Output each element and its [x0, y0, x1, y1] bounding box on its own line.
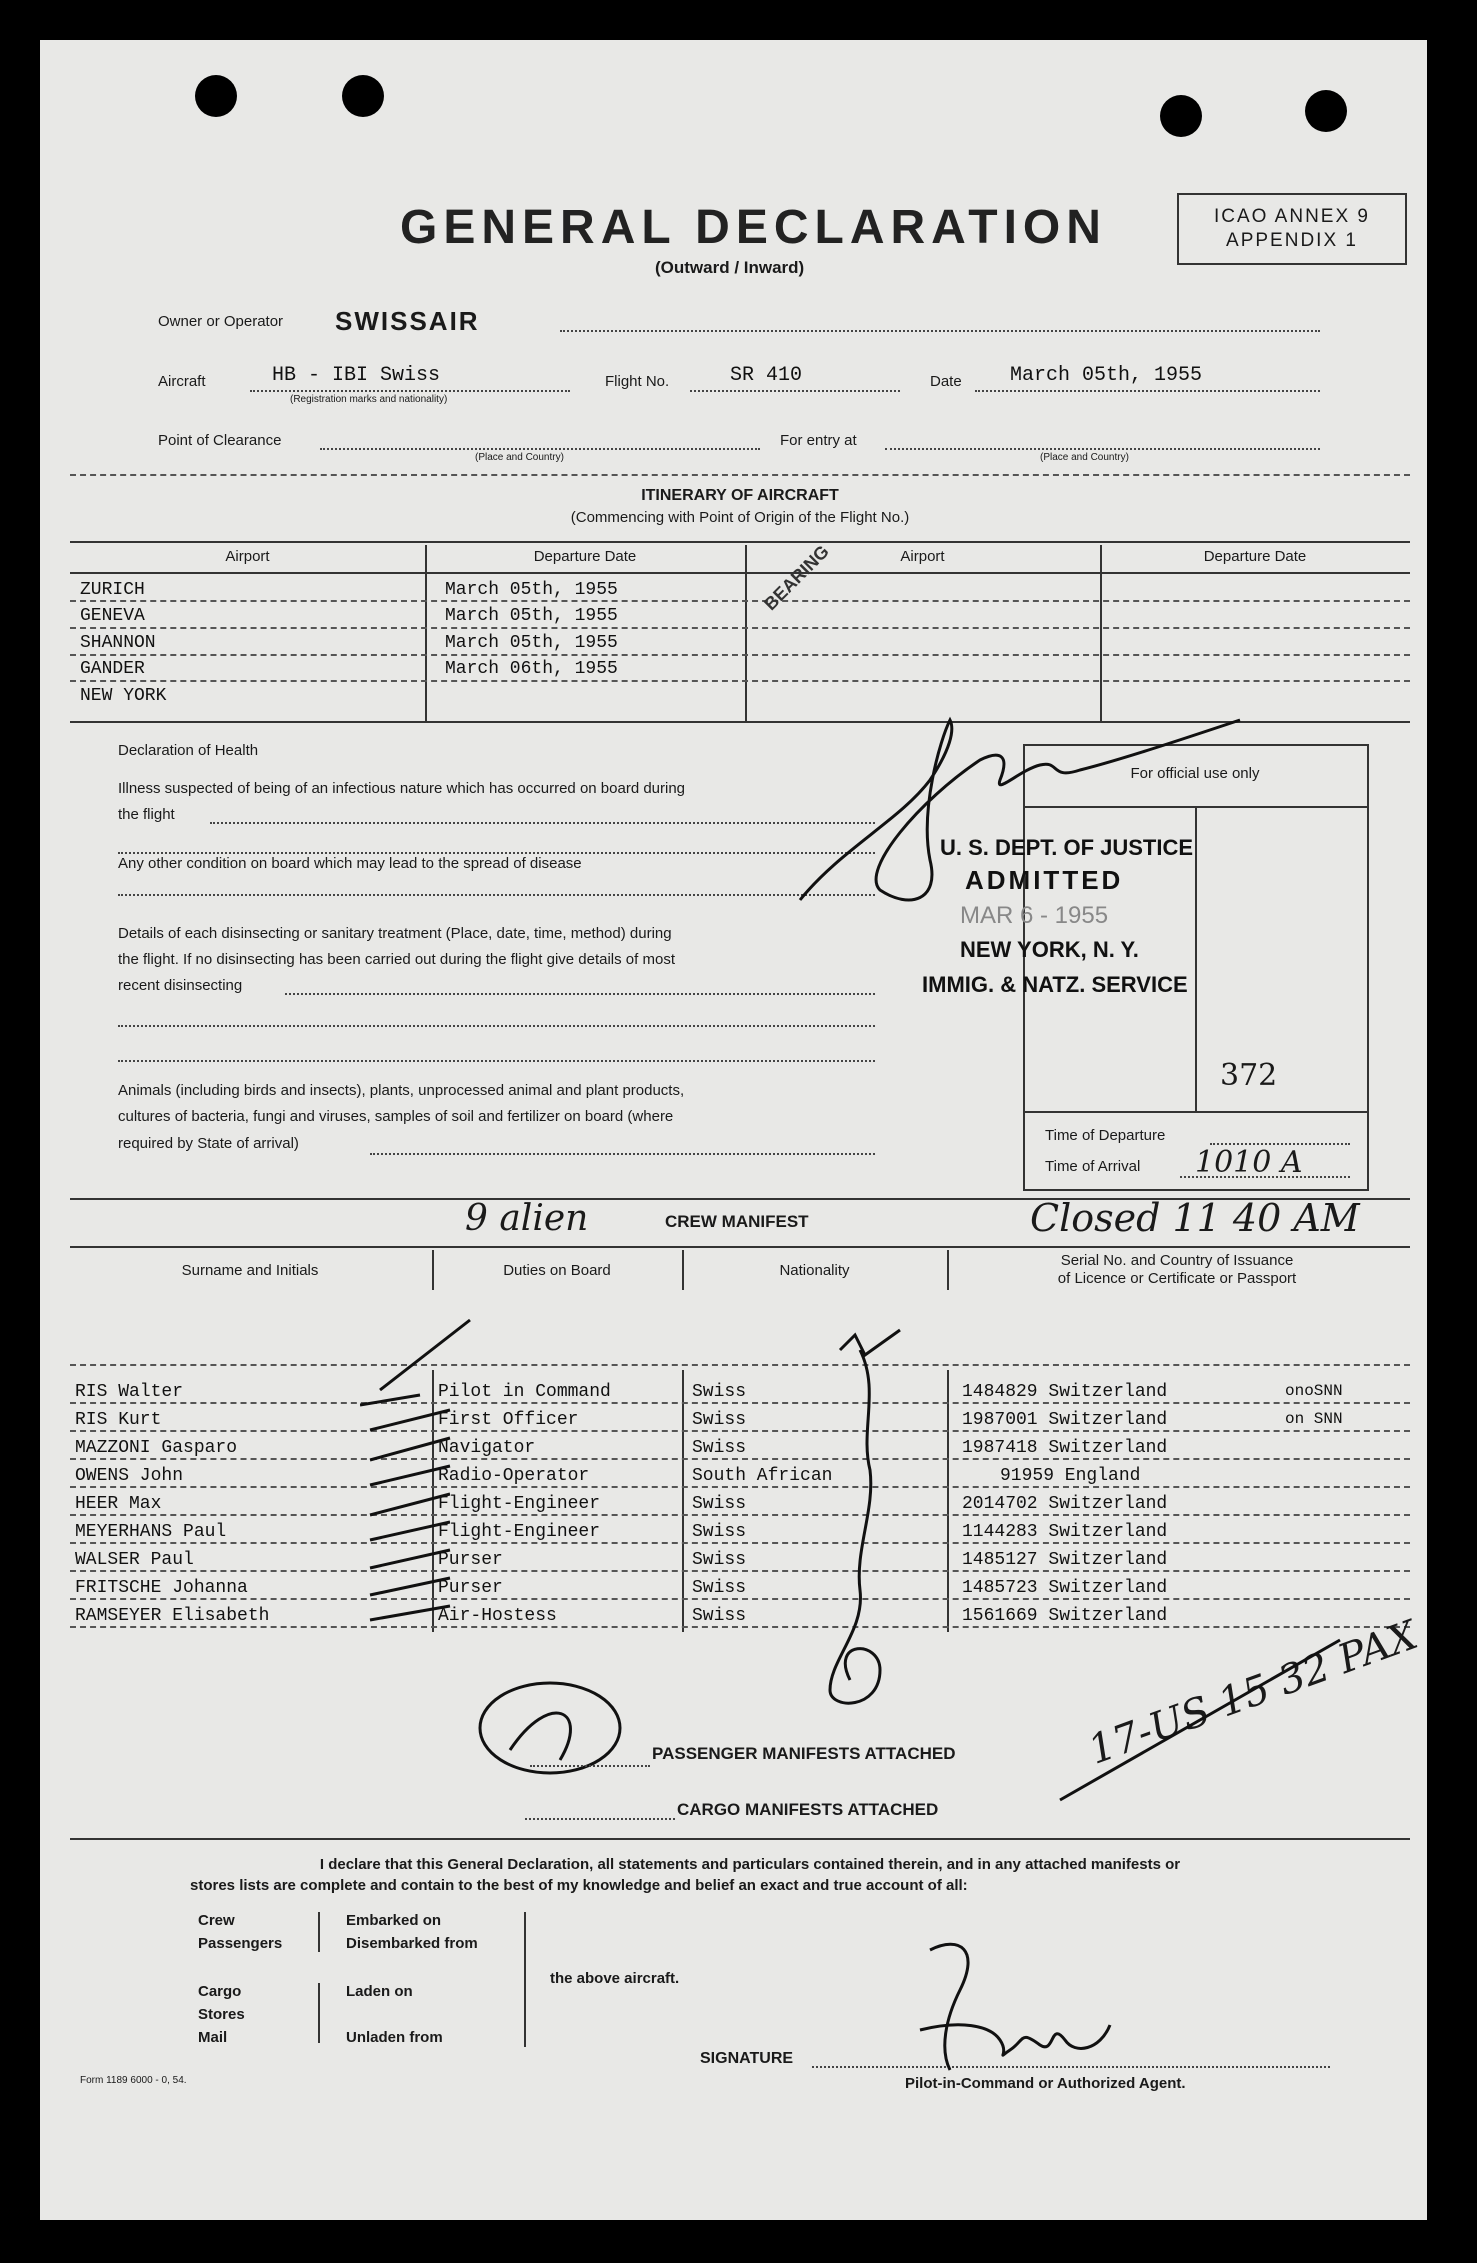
fill-line: [285, 993, 875, 995]
fill-line: [1180, 1176, 1350, 1178]
clearance-label: Point of Clearance: [158, 432, 282, 449]
label-unladen: Unladen from: [346, 2029, 443, 2046]
fill-line: [530, 1765, 650, 1767]
crew-duty: Purser: [438, 1550, 503, 1570]
crew-serial: 91959 England: [1000, 1466, 1141, 1486]
itinerary-col-airport-2: Airport: [900, 548, 945, 565]
crew-serial: 1987001 Switzerland: [962, 1410, 1168, 1430]
col-sep: [682, 1250, 684, 1290]
itinerary-col-departure-2: Departure Date: [1203, 548, 1307, 565]
punch-hole: [1160, 95, 1202, 137]
itinerary-top-rule: [70, 541, 1410, 543]
col-sep: [425, 545, 427, 721]
label-disembarked: Disembarked from: [346, 1935, 478, 1952]
pax-annotation: 17-US 15 32 PAX: [1082, 1612, 1424, 1774]
crew-col-serial-2: of Licence or Certificate or Passport: [1057, 1270, 1297, 1287]
health-details-2: the flight. If no disinsecting has been carried out during the flight give details of most: [118, 951, 675, 968]
label-above-aircraft: the above aircraft.: [550, 1970, 680, 1987]
fill-line: [118, 1025, 875, 1027]
crew-duty: Air-Hostess: [438, 1606, 557, 1626]
punch-hole: [1305, 90, 1347, 132]
itinerary-airport: GENEVA: [80, 606, 145, 626]
col-sep: [947, 1250, 949, 1290]
row-rule: [70, 680, 1410, 682]
owner-value: SWISSAIR: [335, 306, 480, 336]
time-arrival-value: 1010 A: [1195, 1145, 1303, 1180]
health-other: Any other condition on board which may lead to the spread of disease: [118, 855, 582, 872]
crew-name: MEYERHANS Paul: [75, 1522, 227, 1542]
punch-hole: [195, 75, 237, 117]
crew-serial: 1144283 Switzerland: [962, 1522, 1168, 1542]
annotation-strike: [1050, 1620, 1350, 1820]
health-illness-1: Illness suspected of being of an infectious nature which has occurred on board during: [118, 780, 686, 797]
aircraft-line: [250, 390, 570, 392]
crew-header-rule: [70, 1246, 1410, 1248]
health-title: Declaration of Health: [118, 742, 259, 759]
date-value: March 05th, 1955: [1010, 364, 1203, 387]
label-crew: Crew: [198, 1912, 235, 1929]
declaration-text-1: I declare that this General Declaration, all statements and particulars contained therein, and in any attached manifests or: [319, 1856, 1181, 1873]
document-subtitle: (Outward / Inward): [655, 258, 805, 277]
label-mail: Mail: [198, 2029, 228, 2046]
fill-line: [118, 852, 875, 854]
punch-hole: [342, 75, 384, 117]
crew-name: RIS Walter: [75, 1382, 184, 1402]
itinerary-airport: GANDER: [80, 659, 145, 679]
signature-label: SIGNATURE: [700, 2050, 794, 2067]
crew-duty: Pilot in Command: [438, 1382, 611, 1402]
official-rule: [1023, 1111, 1367, 1113]
crew-col-duties: Duties on Board: [503, 1262, 611, 1279]
health-animals-1: Animals (including birds and insects), plants, unprocessed animal and plant products,: [118, 1082, 685, 1099]
entry-label: For entry at: [780, 432, 857, 449]
itinerary-col-airport: Airport: [225, 548, 270, 565]
itinerary-header-rule: [70, 572, 1410, 574]
aircraft-value: HB - IBI Swiss: [272, 364, 441, 387]
row-rule: [70, 654, 1410, 656]
crew-name: HEER Max: [75, 1494, 162, 1514]
crew-name: MAZZONI Gasparo: [75, 1438, 238, 1458]
itinerary-title: ITINERARY OF AIRCRAFT: [641, 487, 839, 504]
stamp-service: IMMIG. & NATZ. SERVICE: [922, 972, 1188, 997]
icao-line-1: ICAO ANNEX 9: [1214, 206, 1370, 227]
itinerary-date: March 05th, 1955: [445, 606, 618, 626]
pilot-signature: [900, 1930, 1140, 2080]
crew-name: RIS Kurt: [75, 1410, 162, 1430]
label-passengers: Passengers: [198, 1935, 283, 1952]
brace: [318, 1983, 320, 2043]
crew-duty: Radio-Operator: [438, 1466, 590, 1486]
crew-title: CREW MANIFEST: [665, 1212, 809, 1231]
health-animals-2: cultures of bacteria, fungi and viruses, samples of soil and fertilizer on board (where: [118, 1108, 674, 1125]
col-sep: [432, 1250, 434, 1290]
clearance-line: [320, 448, 760, 450]
stamp-admitted: ADMITTED: [965, 865, 1124, 895]
crew-name: FRITSCHE Johanna: [75, 1578, 248, 1598]
time-arrival-label: Time of Arrival: [1045, 1158, 1141, 1175]
itinerary-airport: SHANNON: [80, 633, 156, 653]
label-cargo: Cargo: [198, 1983, 242, 2000]
itinerary-date: March 05th, 1955: [445, 580, 618, 600]
signature-caption: Pilot-in-Command or Authorized Agent.: [905, 2075, 1186, 2092]
entry-line: [885, 448, 1320, 450]
crew-nationality: Swiss: [692, 1578, 747, 1598]
fill-line: [118, 894, 875, 896]
col-sep: [947, 1370, 949, 1632]
crew-serial: 1987418 Switzerland: [962, 1438, 1168, 1458]
crew-serial: 1561669 Switzerland: [962, 1606, 1168, 1626]
flight-value: SR 410: [730, 364, 803, 387]
crew-checkmarks: [360, 1310, 920, 1730]
crew-hand-left: 9 alien: [465, 1198, 589, 1239]
crew-note: onoSNN: [1285, 1382, 1343, 1400]
official-number: 372: [1220, 1058, 1278, 1093]
flight-label: Flight No.: [605, 373, 670, 390]
form-number: Form 1189 6000 - 0, 54.: [80, 2075, 187, 2086]
fill-line: [118, 1060, 875, 1062]
owner-line: [560, 330, 1320, 332]
crew-nationality: Swiss: [692, 1522, 747, 1542]
crew-nationality: South African: [692, 1466, 833, 1486]
label-laden: Laden on: [346, 1983, 413, 2000]
crew-serial: 1485723 Switzerland: [962, 1578, 1168, 1598]
circle-mark: [470, 1670, 630, 1790]
crew-nationality: Swiss: [692, 1410, 747, 1430]
crew-note: on SNN: [1285, 1410, 1343, 1428]
crew-name: WALSER Paul: [75, 1550, 194, 1570]
declaration-text-2: stores lists are complete and contain to the best of my knowledge and belief an exact and true account of all:: [190, 1877, 968, 1894]
health-illness-2: the flight: [118, 806, 175, 823]
crew-hand-right: Closed 11 40 AM: [1030, 1196, 1360, 1240]
label-embarked: Embarked on: [346, 1912, 442, 1929]
official-title: For official use only: [1130, 765, 1260, 782]
crew-duty: Purser: [438, 1578, 503, 1598]
document-title: GENERAL DECLARATION: [400, 201, 1107, 254]
flight-line: [690, 390, 900, 392]
itinerary-airport: NEW YORK: [80, 686, 167, 706]
crew-duty: First Officer: [438, 1410, 579, 1430]
health-details-1: Details of each disinsecting or sanitary treatment (Place, date, time, method) during: [118, 925, 672, 942]
col-sep: [1100, 545, 1102, 721]
entry-caption: (Place and Country): [1040, 452, 1129, 463]
col-sep: [745, 545, 747, 721]
itinerary-airport: ZURICH: [80, 580, 145, 600]
divider: [70, 474, 1410, 476]
crew-nationality: Swiss: [692, 1438, 747, 1458]
crew-nationality: Swiss: [692, 1382, 747, 1402]
icao-line-2: APPENDIX 1: [1226, 230, 1358, 251]
label-stores: Stores: [198, 2006, 245, 2023]
crew-serial: 1485127 Switzerland: [962, 1550, 1168, 1570]
time-departure-label: Time of Departure: [1045, 1127, 1166, 1144]
crew-col-serial-1: Serial No. and Country of Issuance: [1060, 1252, 1294, 1269]
aircraft-label: Aircraft: [158, 373, 206, 390]
crew-col-nationality: Nationality: [779, 1262, 850, 1279]
crew-name: RAMSEYER Elisabeth: [75, 1606, 270, 1626]
row-rule: [70, 627, 1410, 629]
fill-line: [370, 1153, 875, 1155]
itinerary-col-departure: Departure Date: [533, 548, 637, 565]
date-label: Date: [930, 373, 962, 390]
crew-duty: Navigator: [438, 1438, 536, 1458]
fill-line: [525, 1818, 675, 1820]
stamp-city: NEW YORK, N. Y.: [960, 937, 1139, 962]
crew-nationality: Swiss: [692, 1606, 747, 1626]
crew-col-surname: Surname and Initials: [181, 1262, 319, 1279]
crew-serial: 2014702 Switzerland: [962, 1494, 1168, 1514]
brace: [318, 1912, 320, 1952]
crew-nationality: Swiss: [692, 1494, 747, 1514]
row-rule: [70, 600, 1410, 602]
aircraft-caption: (Registration marks and nationality): [290, 394, 448, 405]
bearing-stamp: BEARING: [760, 541, 833, 615]
crew-duty: Flight-Engineer: [438, 1522, 601, 1542]
clearance-caption: (Place and Country): [475, 452, 564, 463]
itinerary-subtitle: (Commencing with Point of Origin of the Flight No.): [570, 509, 910, 526]
health-animals-3: required by State of arrival): [118, 1135, 299, 1152]
passenger-manifests: PASSENGER MANIFESTS ATTACHED: [652, 1744, 956, 1763]
owner-label: Owner or Operator: [158, 313, 284, 330]
crew-name: OWENS John: [75, 1466, 184, 1486]
health-details-3: recent disinsecting: [118, 977, 243, 994]
itinerary-date: March 06th, 1955: [445, 659, 618, 679]
fill-line: [210, 822, 875, 824]
itinerary-date: March 05th, 1955: [445, 633, 618, 653]
cargo-manifests: CARGO MANIFESTS ATTACHED: [677, 1800, 939, 1819]
stamp-date: MAR 6 - 1955: [960, 902, 1109, 929]
inspector-signature: [780, 700, 1250, 940]
stamp-dept: U. S. DEPT. OF JUSTICE: [940, 835, 1194, 860]
crew-serial: 1484829 Switzerland: [962, 1382, 1168, 1402]
brace: [524, 1912, 526, 2047]
date-line: [975, 390, 1320, 392]
crew-duty: Flight-Engineer: [438, 1494, 601, 1514]
icao-box: [1177, 193, 1407, 265]
crew-nationality: Swiss: [692, 1550, 747, 1570]
section-rule: [70, 1838, 1410, 1840]
